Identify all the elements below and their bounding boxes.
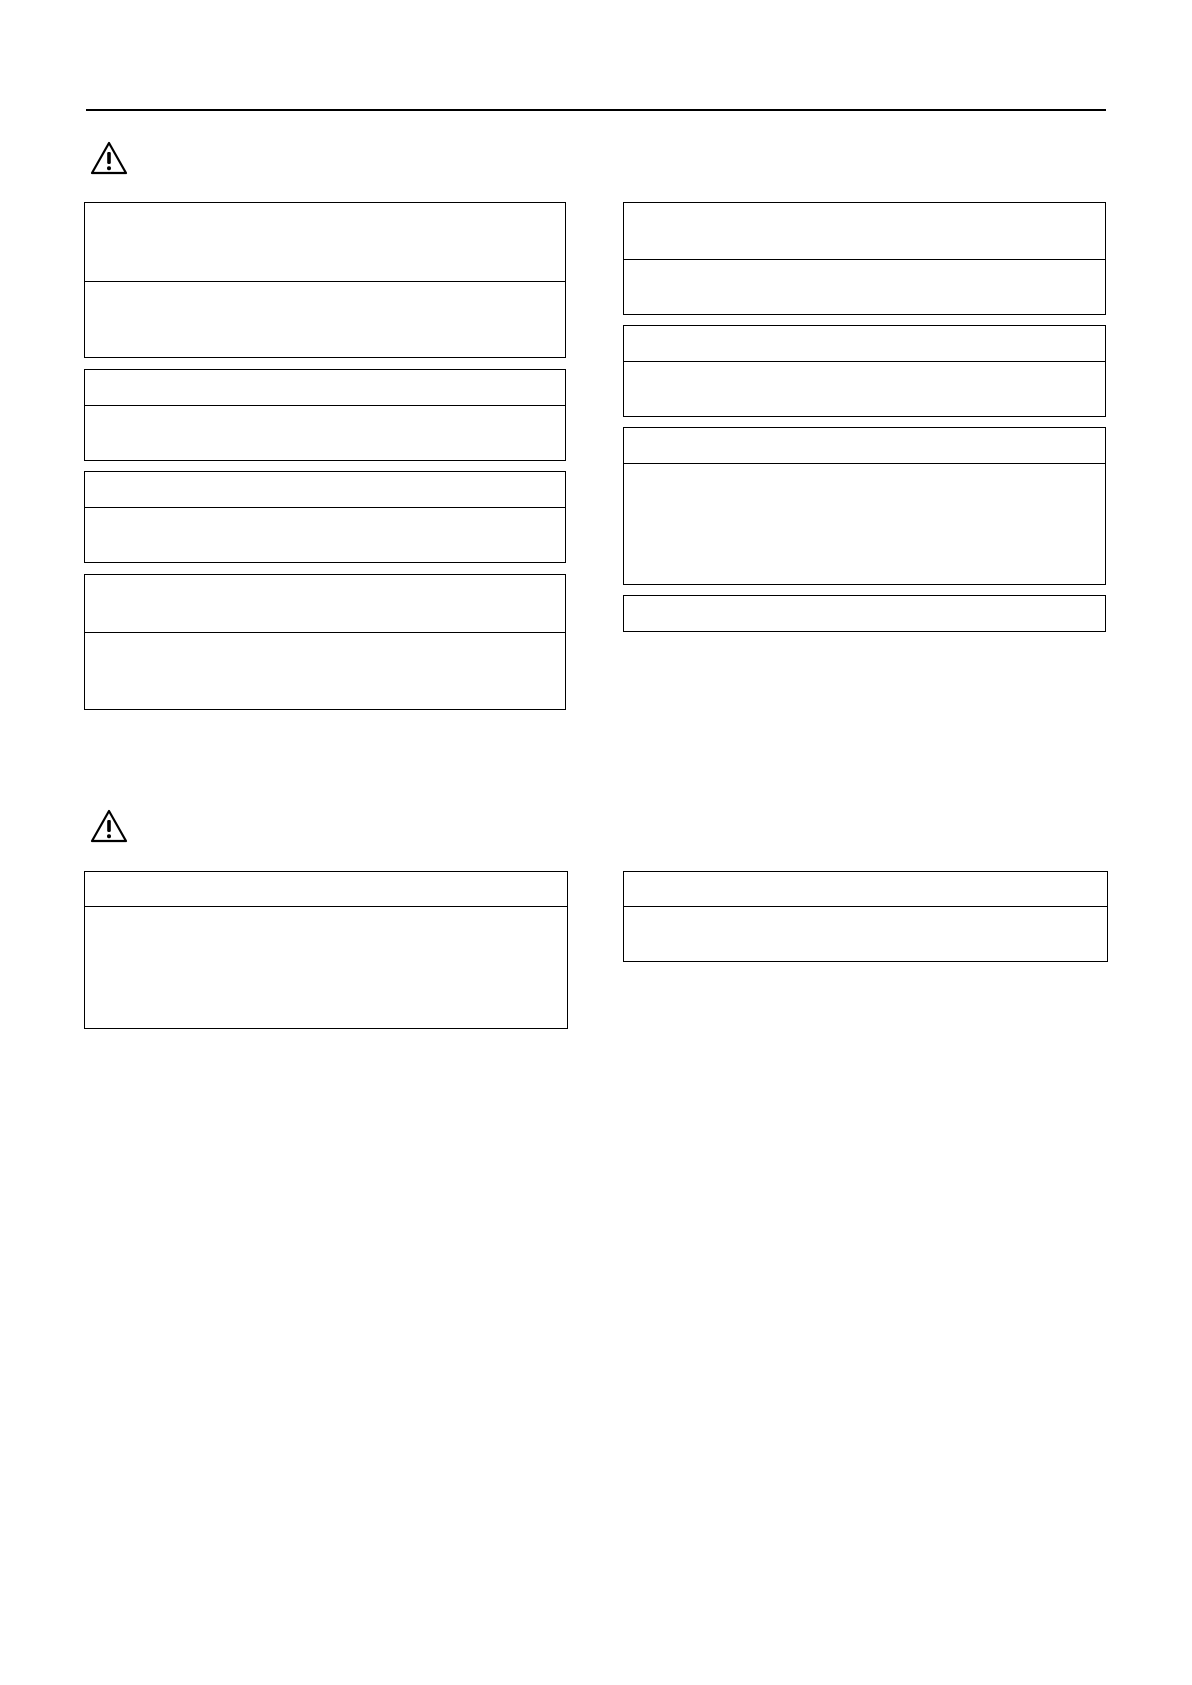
- notice-box-heading: [85, 575, 565, 632]
- notice-box-heading: [624, 203, 1105, 259]
- notice-box-body: [85, 405, 565, 461]
- notice-box-body: [85, 281, 565, 358]
- notice-box-right-3: [623, 427, 1106, 585]
- caution-box-body: [85, 906, 567, 1029]
- notice-box-heading: [85, 370, 565, 405]
- notice-box-heading: [624, 596, 1105, 632]
- notice-box-left-4: [84, 574, 566, 710]
- notice-box-right-4: [623, 595, 1106, 632]
- notice-box-left-2: [84, 369, 566, 461]
- top-rule: [86, 109, 1106, 111]
- notice-box-body: [624, 259, 1105, 315]
- notice-box-heading: [85, 472, 565, 507]
- caution-box-right-1: [623, 871, 1108, 962]
- notice-box-body: [85, 632, 565, 710]
- caution-box-heading: [624, 872, 1107, 906]
- caution-box-left-1: [84, 871, 568, 1029]
- caution-box-heading: [85, 872, 567, 906]
- notice-box-right-2: [623, 325, 1106, 417]
- caution-box-body: [624, 906, 1107, 962]
- notice-box-body: [85, 507, 565, 563]
- notice-box-body: [624, 463, 1105, 585]
- notice-box-heading: [624, 428, 1105, 463]
- warning-triangle-icon: [90, 141, 128, 175]
- notice-box-left-1: [84, 202, 566, 358]
- warning-triangle-icon: [90, 809, 128, 843]
- notice-box-body: [624, 361, 1105, 417]
- notice-box-left-3: [84, 471, 566, 563]
- notice-box-heading: [624, 326, 1105, 361]
- notice-box-right-1: [623, 202, 1106, 315]
- notice-box-heading: [85, 203, 565, 281]
